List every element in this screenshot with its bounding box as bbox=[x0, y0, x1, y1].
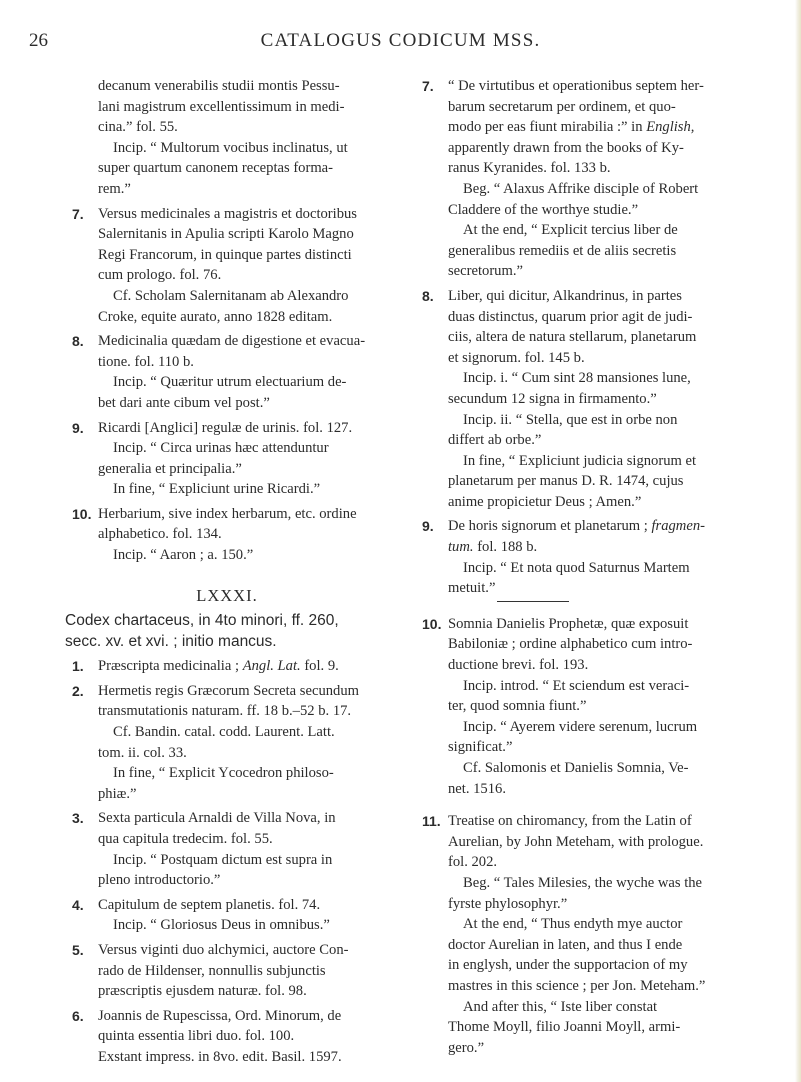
italic-span: Angl. Lat. bbox=[242, 658, 301, 675]
entry-9 bbox=[62, 418, 392, 500]
text-line: ductione brevi. fol. 193. bbox=[448, 657, 589, 674]
text-line: decanum venerabilis studii montis Pessu- bbox=[98, 78, 340, 94]
text-line: Regi Francorum, in quinque partes distincti bbox=[98, 246, 352, 263]
entry-number: 6. bbox=[72, 1007, 84, 1024]
codex-entry-1 bbox=[62, 656, 392, 677]
entry-number: 7. bbox=[72, 205, 84, 222]
entry-number: 10. bbox=[422, 615, 442, 632]
text-line: duas distinctus, quarum prior agit de judi- bbox=[448, 308, 693, 325]
entry-number: 8. bbox=[422, 287, 434, 304]
end-line: At the end, “ Explicit tercius liber de bbox=[463, 222, 678, 239]
text-span: fol. 188 b. bbox=[473, 539, 538, 556]
text-span: De horis signorum et planetarum ; bbox=[448, 518, 652, 535]
incipit-line: Incip. “ Et nota quod Saturnus Martem bbox=[463, 559, 690, 576]
text-line: cum prologo. fol. 76. bbox=[98, 267, 222, 284]
section-divider bbox=[497, 601, 569, 602]
text-line: ranus Kyranides. fol. 133 b. bbox=[448, 160, 611, 177]
incipit-line: pleno introductorio.” bbox=[98, 872, 221, 889]
fine-line: In fine, “ Explicit Ycocedron philoso- bbox=[113, 765, 334, 782]
incipit-line: metuit.” bbox=[448, 580, 496, 597]
incipit-line: generalia et principalia.” bbox=[98, 460, 242, 477]
text-line: et signorum. fol. 145 b. bbox=[448, 349, 585, 366]
text-line bbox=[448, 537, 752, 558]
entry-number: 2. bbox=[72, 682, 84, 699]
codex-entry-9 bbox=[412, 516, 752, 598]
text-line: quinta essentia libri duo. fol. 100. bbox=[98, 1028, 295, 1045]
incipit-line: Incip. “ Multorum vocibus inclinatus, ut bbox=[113, 139, 348, 156]
fine-line: phiæ.” bbox=[98, 785, 137, 802]
entry-number: 10. bbox=[72, 505, 92, 522]
text-line: “ De virtutibus et operationibus septem her- bbox=[448, 78, 704, 94]
text-line: cina.” fol. 55. bbox=[98, 119, 178, 136]
incipit-line: Incip. ii. “ Stella, que est in orbe non bbox=[463, 411, 678, 428]
text-line: tione. fol. 110 b. bbox=[98, 353, 194, 370]
text-line: Babiloniæ ; ordine alphabetico cum intro- bbox=[448, 636, 693, 653]
text-line: fol. 202. bbox=[448, 854, 498, 871]
codex-entry-10 bbox=[412, 614, 752, 799]
text-span: Præscripta medicinalia ; bbox=[98, 658, 243, 675]
cf-line: tom. ii. col. 33. bbox=[98, 744, 187, 761]
text-line: Versus viginti duo alchymici, auctore Con- bbox=[98, 941, 349, 958]
text-line: transmutationis naturam. ff. 18 b.–52 b. 17. bbox=[98, 703, 352, 720]
entry-number: 5. bbox=[72, 941, 84, 958]
cf-line: Cf. Salomonis et Danielis Somnia, Ve- bbox=[463, 760, 689, 776]
text-line: Medicinalia quædam de digestione et evacua- bbox=[98, 333, 366, 350]
text-line: ciis, altera de natura stellarum, planetarum bbox=[448, 329, 697, 346]
entry-number: 7. bbox=[422, 78, 434, 94]
incipit-line: Incip. “ Gloriosus Deus in omnibus.” bbox=[113, 917, 330, 934]
beg-line: Claddere of the worthye studie.” bbox=[448, 201, 639, 218]
text-line: Ricardi [Anglici] regulæ de urinis. fol. 127. bbox=[98, 419, 353, 436]
incipit-line: secundum 12 signa in firmamento.” bbox=[448, 390, 657, 407]
fine-line: planetarum per manus D. R. 1474, cujus bbox=[448, 473, 684, 490]
incipit-line: Incip. “ Aaron ; a. 150.” bbox=[113, 547, 254, 564]
entry-10 bbox=[62, 504, 392, 566]
incipit-line: Incip. introd. “ Et sciendum est veraci- bbox=[463, 677, 690, 694]
end-line: doctor Aurelian in laten, and thus I ende bbox=[448, 936, 683, 953]
entry-number: 3. bbox=[72, 810, 84, 827]
entry-number: 1. bbox=[72, 658, 84, 675]
cf-line: net. 1516. bbox=[448, 780, 506, 797]
text-line: qua capitula tredecim. fol. 55. bbox=[98, 831, 273, 847]
incipit-line: Incip. “ Circa urinas hæc attenduntur bbox=[113, 440, 329, 457]
text-line: Somnia Danielis Prophetæ, quæ exposuit bbox=[448, 615, 689, 632]
incipit-line: ter, quod somnia fiunt.” bbox=[448, 698, 587, 715]
entry-number: 8. bbox=[72, 333, 84, 350]
text-line: alphabetico. fol. 134. bbox=[98, 526, 222, 543]
codex-entry-2 bbox=[62, 681, 392, 805]
text-line: Treatise on chiromancy, from the Latin of bbox=[448, 813, 692, 830]
entry-number: 11. bbox=[422, 813, 441, 830]
end-line: At the end, “ Thus endyth mye auctor bbox=[463, 916, 683, 933]
fine-line: anime propicietur Deus ; Amen.” bbox=[448, 493, 642, 510]
continued-entry bbox=[62, 76, 392, 200]
incipit-line: differt ab orbe.” bbox=[448, 432, 542, 449]
text-line: Hermetis regis Græcorum Secreta secundum bbox=[98, 682, 359, 699]
codex-entry-4 bbox=[62, 895, 392, 936]
after-line: And after this, “ Iste liber constat bbox=[463, 998, 658, 1015]
codex-number: LXXXI. bbox=[196, 585, 258, 605]
cf-line: Cf. Bandin. catal. codd. Laurent. Latt. bbox=[113, 724, 335, 741]
italic-span: fragmen- bbox=[651, 518, 705, 535]
incipit-line: super quartum canonem receptas forma- bbox=[98, 160, 334, 177]
left-column bbox=[62, 76, 392, 1068]
fine-line: In fine, “ Expliciunt urine Ricardi.” bbox=[113, 481, 321, 498]
codex-entry-5 bbox=[62, 940, 392, 1002]
text-line bbox=[98, 656, 392, 677]
text-line: Herbarium, sive index herbarum, etc. ordine bbox=[98, 505, 357, 522]
beg-line: Beg. “ Tales Milesies, the wyche was the bbox=[463, 874, 703, 891]
incipit-line: Incip. “ Ayerem videre serenum, lucrum bbox=[463, 718, 698, 735]
text-line: Capitulum de septem planetis. fol. 74. bbox=[98, 896, 321, 913]
codex-description: Codex chartaceus, in 4to minori, ff. 260, bbox=[65, 612, 339, 630]
entry-number: 4. bbox=[72, 896, 84, 913]
incipit-line: Incip. “ Postquam dictum est supra in bbox=[113, 851, 333, 868]
incipit-line: Incip. i. “ Cum sint 28 mansiones lune, bbox=[463, 370, 691, 387]
end-line: in englysh, under the supportacion of my bbox=[448, 957, 688, 974]
text-line: lani magistrum excellentissimum in medi- bbox=[98, 98, 345, 115]
text-span: modo per eas fiunt mirabilia :” in bbox=[448, 119, 647, 136]
end-line: mastres in this science ; per Jon. Meteham.” bbox=[448, 977, 706, 994]
page-edge bbox=[795, 0, 801, 1082]
italic-span: tum. bbox=[448, 539, 474, 556]
text-line: Joannis de Rupescissa, Ord. Minorum, de bbox=[98, 1007, 342, 1024]
text-line: Exstant impress. in 8vo. edit. Basil. 1597. bbox=[98, 1048, 342, 1065]
codex-entry-8 bbox=[412, 286, 752, 513]
text-line: Liber, qui dicitur, Alkandrinus, in partes bbox=[448, 287, 682, 304]
page-number: 26 bbox=[29, 30, 48, 51]
incipit-line: rem.” bbox=[98, 180, 131, 197]
text-line: Sexta particula Arnaldi de Villa Nova, in bbox=[98, 810, 336, 827]
text-line: apparently drawn from the books of Ky- bbox=[448, 139, 684, 156]
incipit-line: bet dari ante cibum vel post.” bbox=[98, 394, 270, 411]
fine-line: In fine, “ Expliciunt judicia signorum et bbox=[463, 452, 697, 469]
beg-line: Beg. “ Alaxus Affrike disciple of Robert bbox=[463, 180, 699, 197]
incipit-line: significat.” bbox=[448, 739, 513, 756]
codex-description: secc. xv. et xvi. ; initio mancus. bbox=[65, 633, 277, 651]
text-span: fol. 9. bbox=[300, 658, 339, 675]
end-line: secretorum.” bbox=[448, 263, 523, 280]
codex-entry-7 bbox=[412, 76, 752, 282]
cf-line: Croke, equite aurato, anno 1828 editam. bbox=[98, 308, 333, 325]
end-line: generalibus remediis et de aliis secretis bbox=[448, 242, 677, 259]
right-column bbox=[412, 76, 752, 1058]
after-line: gero.” bbox=[448, 1039, 485, 1056]
codex-entry-3 bbox=[62, 808, 392, 890]
text-line: rado de Hildenser, nonnullis subjunctis bbox=[98, 962, 326, 979]
codex-entry-6 bbox=[62, 1006, 392, 1068]
text-line bbox=[448, 516, 752, 537]
italic-span: English, bbox=[646, 119, 695, 136]
entry-number: 9. bbox=[72, 419, 84, 436]
beg-line: fyrste phylosophyr.” bbox=[448, 895, 568, 912]
cf-line: Cf. Scholam Salernitanam ab Alexandro bbox=[113, 287, 349, 304]
text-line: Salernitanis in Apulia scripti Karolo Magno bbox=[98, 226, 354, 243]
incipit-line: Incip. “ Quæritur utrum electuarium de- bbox=[113, 374, 347, 391]
entry-number: 9. bbox=[422, 518, 434, 535]
entry-8 bbox=[62, 331, 392, 413]
entry-7 bbox=[62, 204, 392, 328]
codex-entry-11 bbox=[412, 811, 752, 1058]
text-line: barum secretarum per ordinem, et quo- bbox=[448, 98, 676, 115]
text-line: præscriptis ejusdem naturæ. fol. 98. bbox=[98, 983, 307, 1000]
text-line: Aurelian, by John Meteham, with prologue. bbox=[448, 833, 704, 850]
text-line bbox=[448, 117, 752, 138]
text-line: Versus medicinales a magistris et doctoribus bbox=[98, 205, 357, 222]
after-line: Thome Moyll, filio Joanni Moyll, armi- bbox=[448, 1019, 681, 1036]
running-head: CATALOGUS CODICUM MSS. bbox=[260, 30, 541, 51]
